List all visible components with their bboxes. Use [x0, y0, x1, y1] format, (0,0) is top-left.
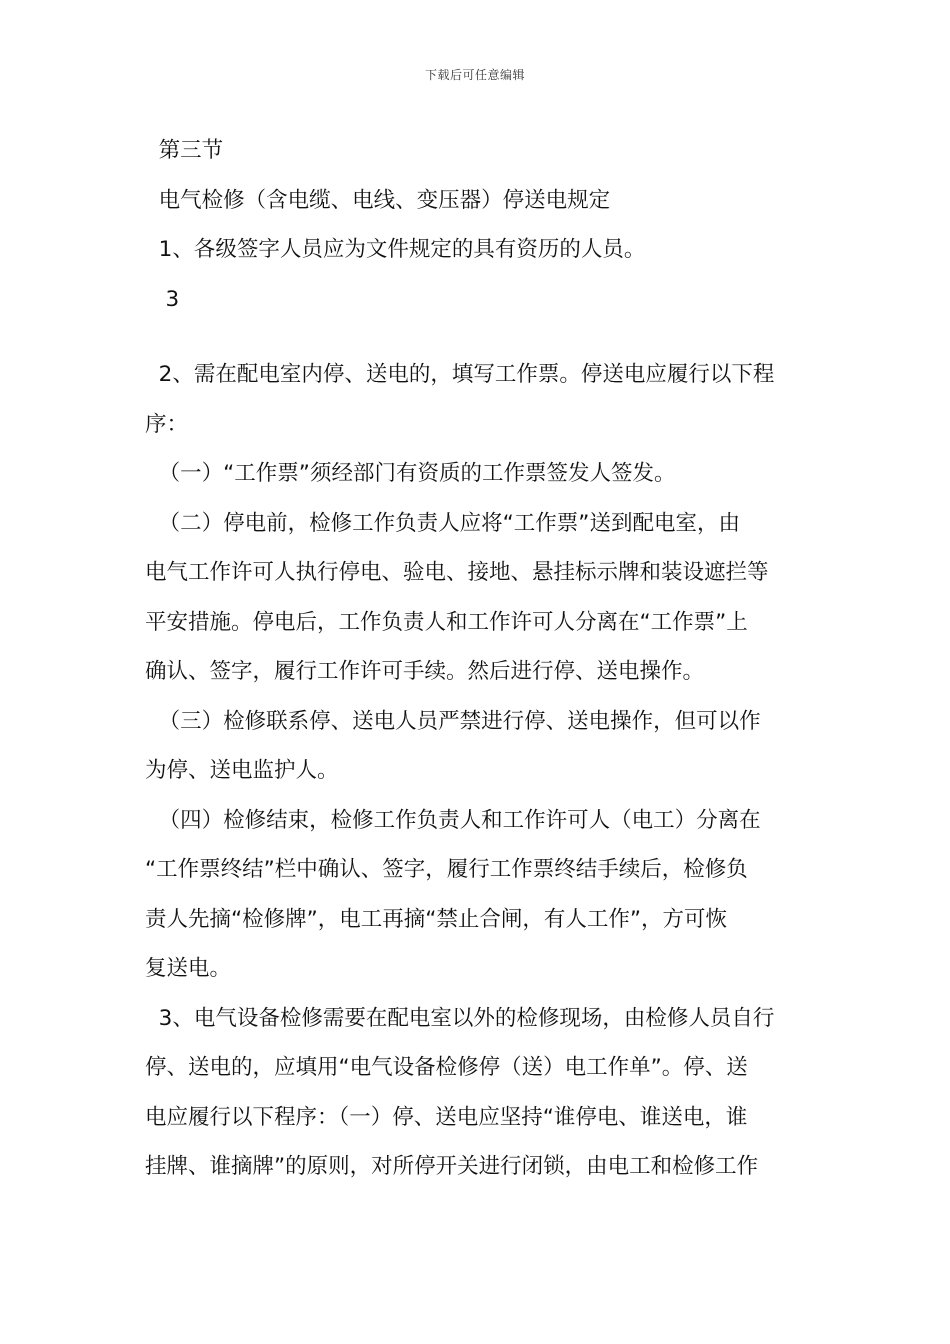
paragraph-line: 1、各级签字人员应为文件规定的具有资历的人员。: [145, 237, 646, 262]
paragraph-line: 电应履行以下程序：（一）停、送电应坚持“谁停电、谁送电，谁: [145, 1104, 748, 1130]
paragraph-line: 确认、签字，履行工作许可手续。然后进行停、送电操作。: [145, 659, 705, 684]
paragraph-line: 3、电气设备检修需要在配电室以外的检修现场，由检修人员自行: [145, 1005, 775, 1031]
section-number: 第三节: [145, 138, 224, 163]
paragraph-line: 复送电。: [145, 956, 232, 981]
paragraph-line: （四）检修结束，检修工作负责人和工作许可人（电工）分离在: [145, 807, 761, 833]
paragraph-line: 责人先摘“检修牌”，电工再摘“禁止合闸，有人工作”，方可恢: [145, 906, 728, 932]
paragraph-line: 3: [145, 286, 180, 312]
paragraph-line: 平安措施。停电后，工作负责人和工作许可人分离在“工作票”上: [145, 609, 748, 635]
paragraph-line: 电气工作许可人执行停电、验电、接地、悬挂标示牌和装设遮拦等: [145, 560, 769, 585]
paragraph-line: （一）“工作票”须经部门有资质的工作票签发人签发。: [145, 461, 676, 486]
paragraph-line: 序：: [145, 411, 189, 437]
paragraph-line: （三）检修联系停、送电人员严禁进行停、送电操作，但可以作: [145, 708, 761, 734]
paragraph-line: 停、送电的，应填用“电气设备检修停（送）电工作单”。停、送: [145, 1055, 748, 1080]
paragraph-line: （二）停电前，检修工作负责人应将“工作票”送到配电室，由: [145, 510, 740, 536]
paragraph-line: “工作票终结”栏中确认、签字，履行工作票终结手续后，检修负: [145, 857, 748, 882]
section-title: 电气检修（含电缆、电线、变压器）停送电规定: [145, 187, 611, 213]
paragraph-gap: [145, 324, 810, 350]
paragraph-line: 为停、送电监护人。: [145, 758, 339, 783]
paragraph-line: 2、需在配电室内停、送电的，填写工作票。停送电应履行以下程: [145, 362, 775, 387]
paragraph-line: 挂牌、谁摘牌”的原则，对所停开关进行闭锁，由电工和检修工作: [145, 1154, 759, 1179]
page-header-note: 下载后可任意编辑: [424, 68, 525, 82]
document-body: [145, 126, 810, 1192]
